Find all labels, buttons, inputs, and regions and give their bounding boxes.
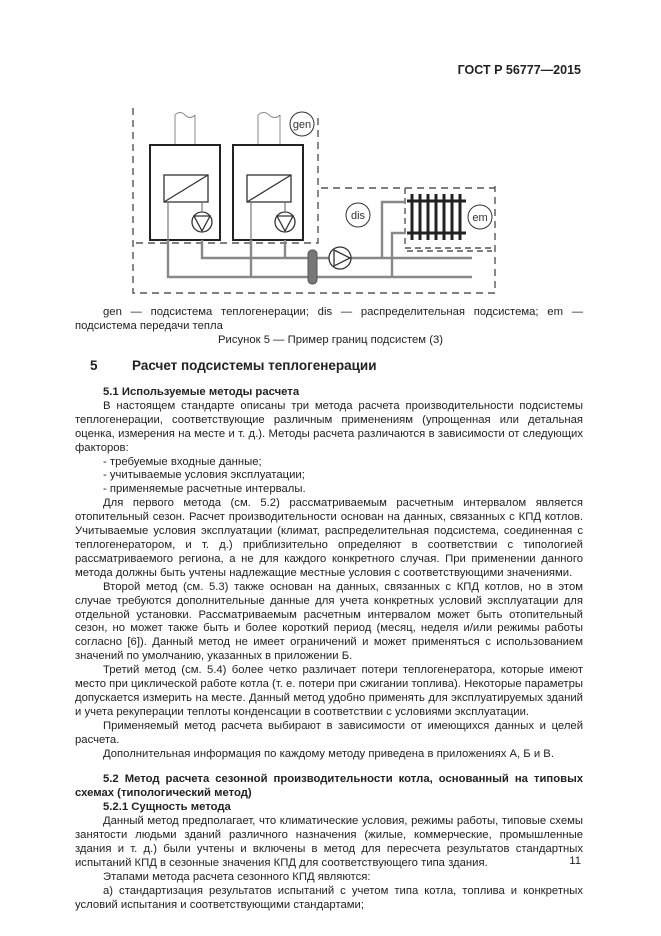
third-method-paragraph: Третий метод (см. 5.4) более четко различает потери теплогенератора, которые имеют место при циклической работе котла (т. е. потери при сжигании топлива). Некоторые параметры допускается измерить на месте. Данный метод удобно применять для эксплуатируемых зданий и учета рекуперации теплоты конденсации в соответствии с условиями эксплуатации.: [75, 664, 583, 718]
method-choice-paragraph: Применяемый метод расчета выбирают в зависимости от имеющихся данных и целей расчета.: [75, 719, 583, 746]
factor-item: - учитываемые условия эксплуатации;: [103, 469, 305, 482]
factor-item: - применяемые расчетные интервалы.: [103, 483, 306, 496]
more-info-paragraph: Дополнительная информация по каждому методу приведена в приложениях А, Б и В.: [103, 747, 554, 760]
figure-title: Рисунок 5 — Пример границ подсистем (3): [217, 334, 444, 346]
body-text: [75, 386, 583, 913]
standard-code: ГОСТ Р 56777—2015: [457, 63, 581, 77]
section-5-2-heading: 5.2 Метод расчета сезонной производительности котла, основанный на типовых схемах (типологический метод): [75, 773, 583, 800]
em-label: em: [472, 212, 488, 224]
section-5-title: Расчет подсистемы теплогенерации: [132, 358, 377, 373]
dis-label: dis: [350, 210, 366, 222]
section-5-number: 5: [90, 358, 98, 373]
section-5-2-1-heading: 5.2.1 Сущность метода: [103, 801, 231, 814]
figure-legend: [75, 305, 583, 333]
gen-label: gen: [292, 119, 312, 131]
section-5-1-heading: 5.1 Используемые методы расчета: [103, 386, 300, 398]
essence-paragraph: Данный метод предполагает, что климатические условия, режимы работы, типовые схемы занятости людьми зданий различного назначения (жилые, коммерческие, промышленные здания и т. д.) были учтены и включены в метод для пересчета результатов стандартных испытаний КПД в сезонные значения КПД для соответствующего типа здания.: [75, 815, 583, 869]
factor-item: - требуемые входные данные;: [103, 455, 262, 468]
section-5-heading: [90, 358, 377, 373]
page-number: 11: [569, 855, 581, 867]
figure-legend-text: gen — подсистема теплогенерации; dis — распределительная подсистема; em — подсистема передачи тепла: [75, 306, 583, 332]
second-method-paragraph: Второй метод (см. 5.3) также основан на данных, связанных с КПД котлов, но в этом случае требуются дополнительные данные для учета конкретных условий эксплуатации для отдельной установки. Рассматриваемым расчетным интервалом может быть отопительный сезон, но может также быть и более короткий период (месяц, неделя и/или режимы работы согласно [6]). Данный метод не имеет ограничений и может применяться с использованием значений по умолчанию, указанных в приложении Б.: [75, 580, 583, 663]
stage-a: а) стандартизация результатов испытаний с учетом типа котла, топлива и конкретных условий испытания и соответствующими стандартами;: [75, 884, 583, 911]
subsystem-boundaries-diagram: [100, 90, 520, 310]
first-method-paragraph: Для первого метода (см. 5.2) рассматриваемым расчетным интервалом является отопительный сезон. Расчет производительности основан на данных, связанных с КПД котлов. Учитываемые условия эксплуатации (климат, распределительная подсистема, соединенная с теплогенератором, и т. д.) приблизительно определяют в соответствии с типологией рассматриваемого региона, а не для каждого конкретного случая. При применении данного метода должны быть учтены надлежащие местные условия с соответствующими значениями.: [75, 497, 583, 579]
section-5-1-intro: В настоящем стандарте описаны три метода расчета производительности подсистемы теплогенерации, соответствующие различным применениям (упрощенная или детальная оценка, измерения на месте и т. д.). Методы расчета различаются в зависимости от следующих факторов:: [75, 399, 583, 454]
stages-intro: Этапами метода расчета сезонного КПД являются:: [103, 870, 371, 883]
